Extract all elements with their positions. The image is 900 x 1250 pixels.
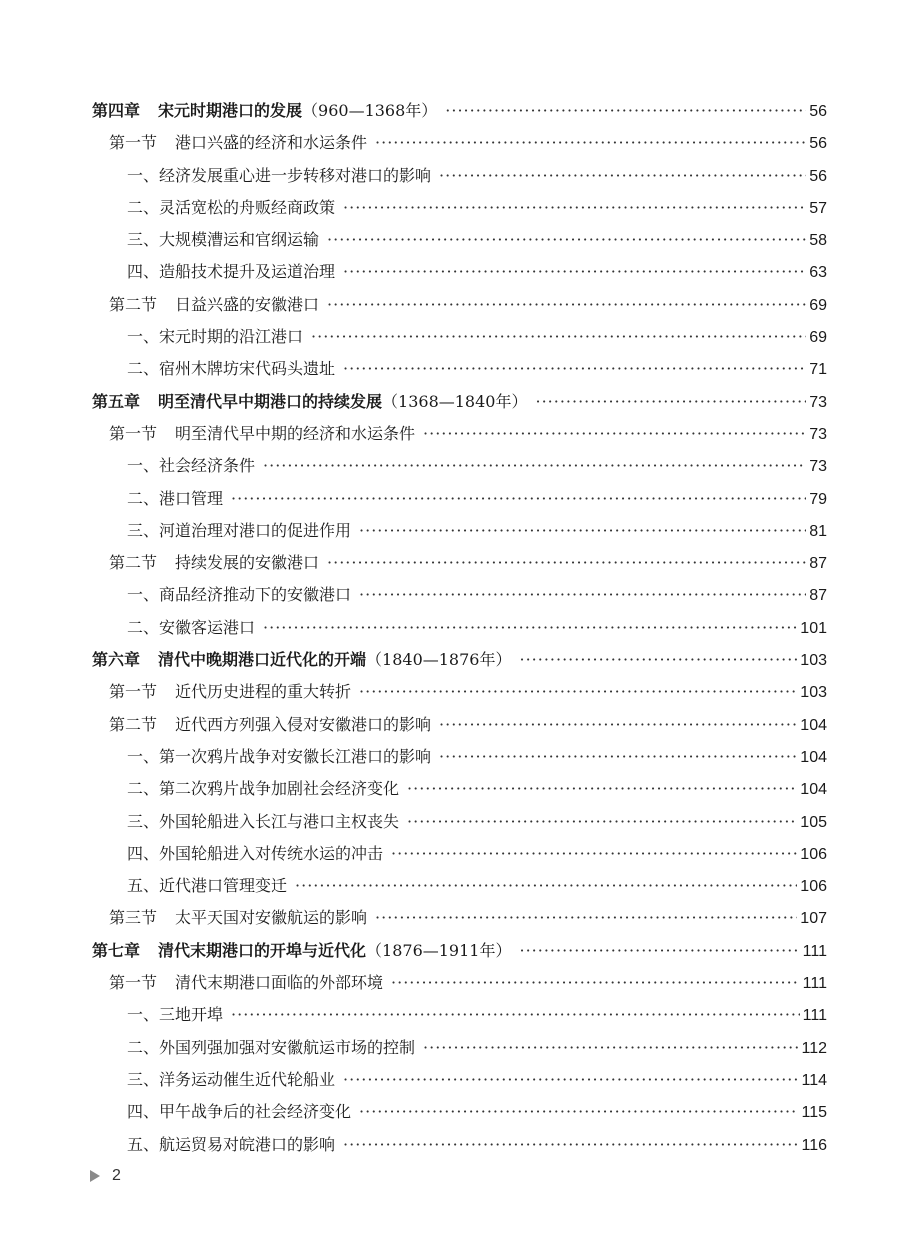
toc-entry-label [127, 999, 223, 1031]
toc-entry-number: 第二节 [109, 294, 158, 314]
triangle-right-icon [90, 1170, 100, 1182]
toc-entry-number: 第二节 [109, 714, 158, 734]
toc-entry-title: 五、近代港口管理变迁 [127, 876, 288, 896]
toc-item-row [92, 579, 827, 611]
toc-section-row [92, 289, 827, 321]
toc-entry-title: 一、经济发展重心进一步转移对港口的影响 [127, 165, 432, 185]
dot-leader [359, 579, 806, 611]
toc-entry-label [127, 1096, 351, 1128]
toc-entry-title: 清代末期港口的开埠与近代化 [158, 940, 367, 960]
toc-item-row [92, 160, 827, 192]
page-number: 2 [112, 1167, 121, 1184]
toc-entry-title: 一、三地开埠 [127, 1005, 224, 1025]
toc-entry-page: 63 [809, 264, 827, 282]
toc-entry-label [109, 127, 367, 159]
toc-entry-label [127, 838, 383, 870]
toc-entry-page: 81 [809, 522, 827, 540]
toc-entry-page: 101 [800, 619, 827, 637]
toc-item-row [92, 1032, 827, 1064]
toc-entry-label [127, 192, 335, 224]
page-footer [90, 1167, 121, 1185]
toc-entry-title: 四、造船技术提升及运道治理 [127, 262, 336, 282]
toc-entry-page: 56 [809, 167, 827, 185]
toc-entry-title: 四、甲午战争后的社会经济变化 [127, 1102, 352, 1122]
toc-entry-page: 114 [801, 1071, 827, 1089]
dot-leader [311, 321, 806, 353]
toc-item-row [92, 1096, 827, 1128]
toc-entry-page: 69 [809, 296, 827, 314]
toc-entry-page: 111 [802, 942, 827, 960]
toc-item-row [92, 256, 827, 288]
toc-entry-label [92, 386, 527, 418]
toc-item-row [92, 450, 827, 482]
dot-leader [359, 676, 797, 708]
dot-leader [439, 160, 806, 192]
dot-leader [391, 967, 800, 999]
toc-chapter-row [92, 644, 827, 676]
toc-entry-title: 日益兴盛的安徽港口 [175, 294, 320, 314]
dot-leader [359, 1096, 798, 1128]
toc-entry-title: 一、宋元时期的沿江港口 [127, 327, 304, 347]
toc-entry-label [127, 741, 431, 773]
toc-entry-label [109, 709, 431, 741]
toc-entry-label [109, 547, 319, 579]
toc-entry-title: 持续发展的安徽港口 [175, 553, 320, 573]
toc-entry-number: 第二节 [109, 553, 158, 573]
toc-entry-label [92, 935, 511, 967]
toc-entry-page: 116 [801, 1136, 827, 1154]
toc-entry-page: 104 [800, 781, 827, 799]
toc-entry-label [92, 644, 511, 676]
toc-entry-page: 56 [809, 103, 827, 120]
dot-leader [359, 515, 806, 547]
toc-entry-title: 一、第一次鸦片战争对安徽长江港口的影响 [127, 746, 432, 766]
toc-entry-title: 三、河道治理对港口的促进作用 [127, 520, 352, 540]
toc-entry-title: 清代中晚期港口近代化的开端 [158, 650, 367, 670]
dot-leader [343, 192, 806, 224]
toc-entry-page: 111 [802, 1007, 827, 1025]
toc-entry-label [127, 1129, 335, 1161]
toc-entry-page: 57 [809, 199, 827, 217]
toc-entry-label [127, 515, 351, 547]
toc-entry-number: 第一节 [109, 423, 158, 443]
toc-entry-years: （960—1368年） [302, 101, 438, 120]
toc-entry-label [127, 160, 431, 192]
toc-entry-label [109, 676, 351, 708]
toc-entry-page: 104 [800, 748, 827, 766]
toc-entry-number: 第三节 [109, 908, 158, 928]
toc-item-row [92, 773, 827, 805]
toc-entry-title: 五、航运贸易对皖港口的影响 [127, 1134, 336, 1154]
toc-entry-label [127, 773, 399, 805]
dot-leader [519, 644, 797, 676]
toc-entry-years: （1840—1876年） [366, 650, 512, 670]
toc-entry-page: 73 [809, 393, 827, 411]
toc-entry-title: 清代末期港口面临的外部环境 [175, 973, 384, 993]
toc-entry-title: 三、洋务运动催生近代轮船业 [127, 1069, 336, 1089]
toc-entry-page: 115 [801, 1104, 827, 1122]
dot-leader [343, 256, 806, 288]
dot-leader [407, 806, 797, 838]
toc-entry-title: 二、第二次鸦片战争加剧社会经济变化 [127, 779, 400, 799]
toc-chapter-row [92, 386, 827, 418]
toc-entry-label [92, 95, 437, 127]
toc-entry-title: 近代历史进程的重大转折 [175, 682, 352, 702]
toc-entry-label [127, 483, 223, 515]
toc-section-row [92, 967, 827, 999]
toc-entry-page: 107 [800, 910, 827, 928]
toc-entry-page: 103 [800, 652, 827, 670]
toc-entry-label [127, 256, 335, 288]
dot-leader [295, 870, 797, 902]
toc-entry-title: 二、港口管理 [127, 488, 224, 508]
toc-item-row [92, 612, 827, 644]
dot-leader [231, 999, 800, 1031]
toc-entry-label [127, 806, 399, 838]
toc-entry-number: 第七章 [92, 940, 141, 960]
toc-entry-years: （1876—1911年） [366, 940, 512, 960]
toc-entry-title: 四、外国轮船进入对传统水运的冲击 [127, 843, 384, 863]
dot-leader [343, 1129, 798, 1161]
toc-item-row [92, 515, 827, 547]
dot-leader [439, 709, 797, 741]
toc-entry-page: 56 [809, 135, 827, 153]
toc-entry-title: 太平天国对安徽航运的影响 [175, 908, 368, 928]
toc-entry-page: 73 [809, 458, 827, 476]
toc-entry-label [109, 418, 415, 450]
toc-entry-page: 104 [800, 716, 827, 734]
dot-leader [423, 1032, 798, 1064]
toc-entry-label [109, 289, 319, 321]
toc-item-row [92, 353, 827, 385]
toc-entry-number: 第一节 [109, 682, 158, 702]
toc-entry-label [127, 612, 255, 644]
toc-section-row [92, 676, 827, 708]
toc-entry-label [127, 579, 351, 611]
dot-leader [327, 289, 806, 321]
toc-entry-page: 106 [800, 845, 827, 863]
toc-item-row [92, 838, 827, 870]
toc-entry-label [109, 902, 367, 934]
toc-entry-label [127, 870, 287, 902]
toc-entry-page: 112 [801, 1039, 827, 1057]
toc-item-row [92, 870, 827, 902]
toc-entry-number: 第一节 [109, 133, 158, 153]
toc-entry-title: 二、宿州木牌坊宋代码头遗址 [127, 359, 336, 379]
toc-entry-title: 二、外国列强加强对安徽航运市场的控制 [127, 1037, 416, 1057]
toc-entry-page: 69 [809, 329, 827, 347]
dot-leader [263, 450, 806, 482]
toc-entry-page: 106 [800, 878, 827, 896]
toc-entry-title: 明至清代早中期港口的持续发展 [158, 391, 383, 411]
toc-entry-page: 79 [809, 490, 827, 508]
toc-section-row [92, 709, 827, 741]
dot-leader [343, 1064, 798, 1096]
toc-entry-title: 三、外国轮船进入长江与港口主权丧失 [127, 811, 400, 831]
toc-chapter-row [92, 95, 827, 127]
toc-entry-title: 一、社会经济条件 [127, 456, 256, 476]
toc-entry-title: 宋元时期港口的发展 [158, 101, 303, 120]
toc-entry-label [127, 1064, 335, 1096]
toc-entry-label [127, 321, 303, 353]
toc-item-row [92, 1129, 827, 1161]
toc-chapter-row [92, 935, 827, 967]
dot-leader [423, 418, 806, 450]
toc-entry-title: 港口兴盛的经济和水运条件 [175, 133, 368, 153]
toc-entry-label [127, 450, 255, 482]
dot-leader [231, 483, 806, 515]
toc-entry-years: （1368—1840年） [382, 391, 528, 411]
toc-entry-title: 二、安徽客运港口 [127, 617, 256, 637]
toc-entry-page: 58 [809, 232, 827, 250]
toc-item-row [92, 483, 827, 515]
toc-entry-label [109, 967, 383, 999]
toc-entry-number: 第五章 [92, 391, 141, 411]
toc-entry-number: 第六章 [92, 650, 141, 670]
toc-item-row [92, 224, 827, 256]
dot-leader [263, 612, 797, 644]
toc-entry-page: 71 [809, 361, 827, 379]
toc-entry-page: 87 [809, 587, 827, 605]
toc-entry-page: 103 [800, 684, 827, 702]
toc-item-row [92, 192, 827, 224]
toc-section-row [92, 547, 827, 579]
toc-entry-page: 87 [809, 555, 827, 573]
toc-entry-number: 第四章 [92, 101, 141, 120]
dot-leader [439, 741, 797, 773]
toc-entry-page: 105 [800, 813, 827, 831]
toc-item-row [92, 741, 827, 773]
toc-item-row [92, 1064, 827, 1096]
dot-leader [327, 547, 806, 579]
dot-leader [391, 838, 797, 870]
dot-leader [519, 935, 799, 967]
toc-item-row [92, 806, 827, 838]
toc-item-row [92, 999, 827, 1031]
toc-entry-page: 111 [802, 975, 827, 993]
dot-leader [375, 902, 797, 934]
dot-leader [407, 773, 797, 805]
dot-leader [327, 224, 806, 256]
toc-entry-title: 二、灵活宽松的舟贩经商政策 [127, 197, 336, 217]
toc-entry-label [127, 1032, 415, 1064]
toc-entry-number: 第一节 [109, 973, 158, 993]
toc-entry-title: 明至清代早中期的经济和水运条件 [175, 423, 416, 443]
toc-entry-title: 三、大规模漕运和官纲运输 [127, 230, 320, 250]
toc-entry-title: 近代西方列强入侵对安徽港口的影响 [175, 714, 432, 734]
toc-section-row [92, 902, 827, 934]
toc-entry-label [127, 353, 335, 385]
toc-entry-label [127, 224, 319, 256]
toc-section-row [92, 127, 827, 159]
dot-leader [343, 353, 806, 385]
toc-item-row [92, 321, 827, 353]
dot-leader [535, 386, 806, 418]
toc-entry-title: 一、商品经济推动下的安徽港口 [127, 585, 352, 605]
dot-leader [445, 95, 806, 127]
toc-entry-page: 73 [809, 425, 827, 443]
dot-leader [375, 127, 806, 159]
toc-section-row [92, 418, 827, 450]
table-of-contents [92, 95, 827, 1161]
